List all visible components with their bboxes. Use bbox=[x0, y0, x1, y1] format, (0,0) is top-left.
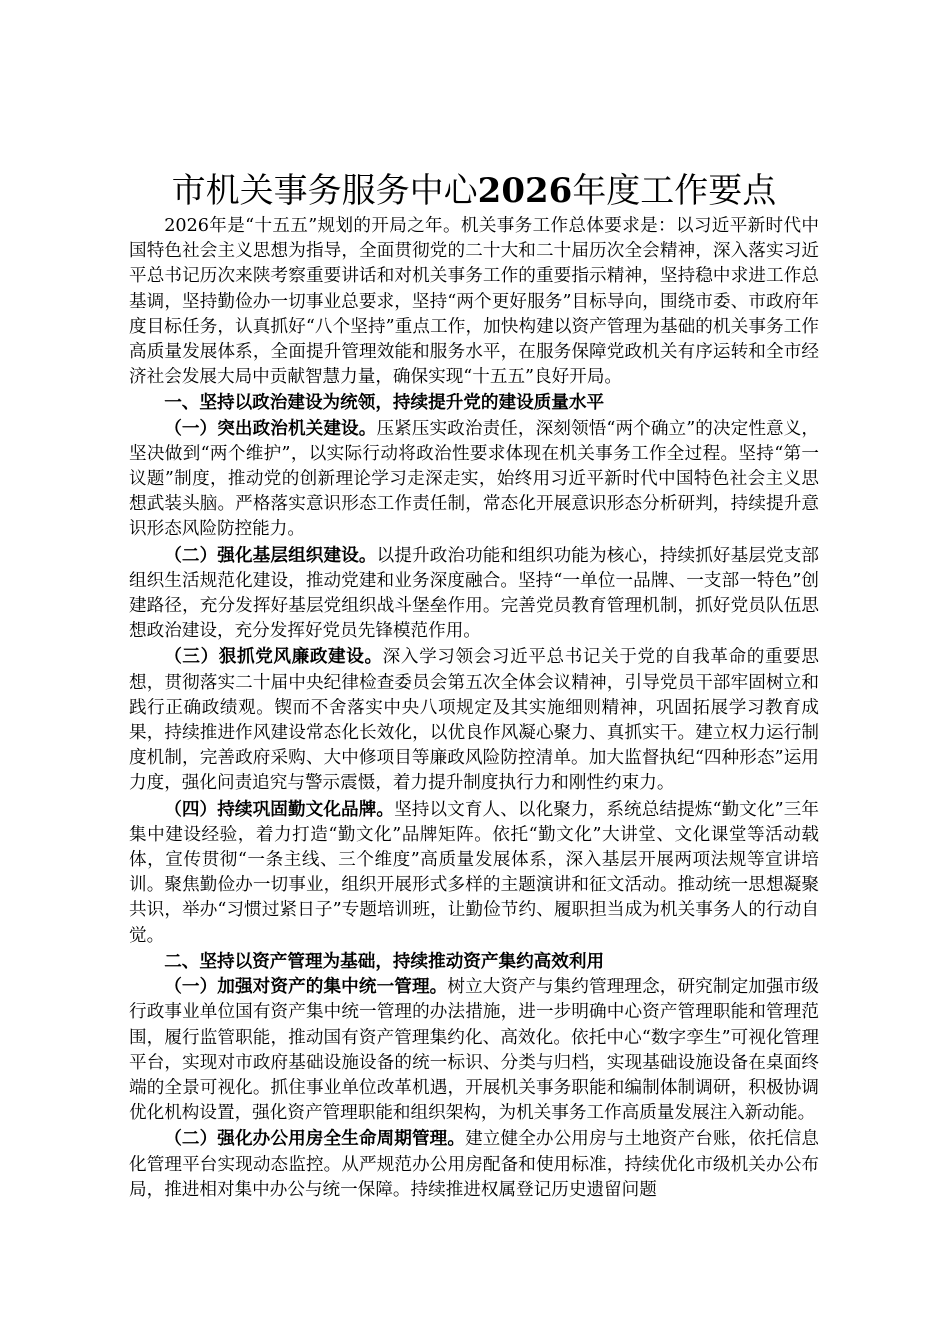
item-lead: （二）强化办公用房全生命周期管理。 bbox=[164, 1128, 466, 1150]
item-text: 以提升政治功能和组织功能为核心，持续抓好基层党支部组织生活规范化建设，推动党建和业务深度融合。坚持“一单位一品牌、一支部一特色”创建路径，充分发挥好基层党组织战斗堡垒作用。完善党员教育管理机制，抓好党员队伍思想政治建设，充分发挥好党员先锋模范作用。 bbox=[129, 545, 819, 642]
item-lead: （一）突出政治机关建设。 bbox=[164, 417, 377, 439]
section1-item2-paragraph bbox=[129, 543, 819, 645]
section2-item1-paragraph bbox=[129, 974, 819, 1126]
item-lead: （四）持续巩固勤文化品牌。 bbox=[164, 798, 395, 820]
item-lead: （三）狠抓党风廉政建设。 bbox=[164, 646, 383, 668]
section1-item3-paragraph bbox=[129, 644, 819, 796]
title-prefix: 市机关事务服务中心 bbox=[171, 171, 478, 211]
title-year: 2026 bbox=[477, 171, 573, 211]
item-text: 树立大资产与集约管理理念，研究制定加强市级行政事业单位国有资产集中统一管理的办法措施，进一步明确中心资产管理职能和管理范围，履行监管职能，推动国有资产管理集约化、高效化。依托中心“数字孪生”可视化管理平台，实现对市政府基础设施设备的统一标识、分类与归档，实现基础设施设备在桌面终端的全景可视化。抓住事业单位改革机遇，开展机关事务职能和编制体制调研，积极协调优化机构设置，强化资产管理职能和组织架构，为机关事务工作高质量发展注入新动能。 bbox=[129, 977, 819, 1124]
item-text: 坚持以文育人、以化聚力，系统总结提炼“勤文化”三年集中建设经验，着力打造“勤文化”品牌矩阵。依托“勤文化”大讲堂、文化课堂等活动载体，宣传贯彻“一条主线、三个维度”高质量发展体系，深入基层开展两项法规等宣讲培训。聚焦勤俭办一切事业，组织开展形式多样的主题演讲和征文活动。推动统一思想凝聚共识，举办“习惯过紧日子”专题培训班，让勤俭节约、履职担当成为机关事务人的行动自觉。 bbox=[129, 799, 819, 946]
item-lead: （一）加强对资产的集中统一管理。 bbox=[164, 976, 448, 998]
intro-paragraph: 2026年是“十五五”规划的开局之年。机关事务工作总体要求是：以习近平新时代中国特色社会主义思想为指导，全面贯彻党的二十大和二十届历次全会精神，深入落实习近平总书记历次来陕考察重要讲话和对机关事务工作的重要指示精神，坚持稳中求进工作总基调，坚持勤俭办一切事业总要求，坚持“两个更好服务”目标导向，围绕市委、市政府年度目标任务，认真抓好“八个坚持”重点工作，加快构建以资产管理为基础的机关事务工作高质量发展体系，全面提升管理效能和服务水平，在服务保障党政机关有序运转和全市经济社会发展大局中贡献智慧力量，确保实现“十五五”良好开局。 bbox=[129, 216, 819, 388]
section2-item2-paragraph bbox=[129, 1126, 819, 1203]
item-lead: （二）强化基层组织建设。 bbox=[164, 544, 377, 566]
section-heading-2: 二、坚持以资产管理为基础，持续推动资产集约高效利用 bbox=[164, 950, 605, 972]
document-page bbox=[129, 168, 819, 1203]
section-heading-1: 一、坚持以政治建设为统领，持续提升党的建设质量水平 bbox=[164, 392, 605, 414]
item-text: 建立健全办公用房与土地资产台账，依托信息化管理平台实现动态监控。从严规范办公用房配备和使用标准，持续优化市级机关办公布局，推进相对集中办公与统一保障。持续推进权属登记历史遗留问题 bbox=[129, 1129, 819, 1200]
section1-item1-paragraph bbox=[129, 416, 819, 543]
title-suffix: 年度工作要点 bbox=[572, 171, 777, 211]
item-text: 压紧压实政治责任，深刻领悟“两个确立”的决定性意义，坚决做到“两个维护”，以实际行动将政治性要求体现在机关事务工作全过程。坚持“第一议题”制度，推动党的创新理论学习走深走实，始终用习近平新时代中国特色社会主义思想武装头脑。严格落实意识形态工作责任制，常态化开展意识形态分析研判，持续提升意识形态风险防控能力。 bbox=[129, 418, 819, 540]
document-title bbox=[129, 168, 819, 214]
item-text: 深入学习领会习近平总书记关于党的自我革命的重要思想，贯彻落实二十届中央纪律检查委员会第五次全体会议精神，引导党员干部牢固树立和践行正确政绩观。锲而不舍落实中央八项规定及其实施细则精神，巩固拓展学习教育成果，持续推进作风建设常态化长效化，以优良作风凝心聚力、真抓实干。建立权力运行制度机制，完善政府采购、大中修项目等廉政风险防控清单。加大监督执纪“四种形态”运用力度，强化问责追究与警示震慑，着力提升制度执行力和刚性约束力。 bbox=[129, 647, 819, 794]
section1-item4-paragraph bbox=[129, 797, 819, 949]
